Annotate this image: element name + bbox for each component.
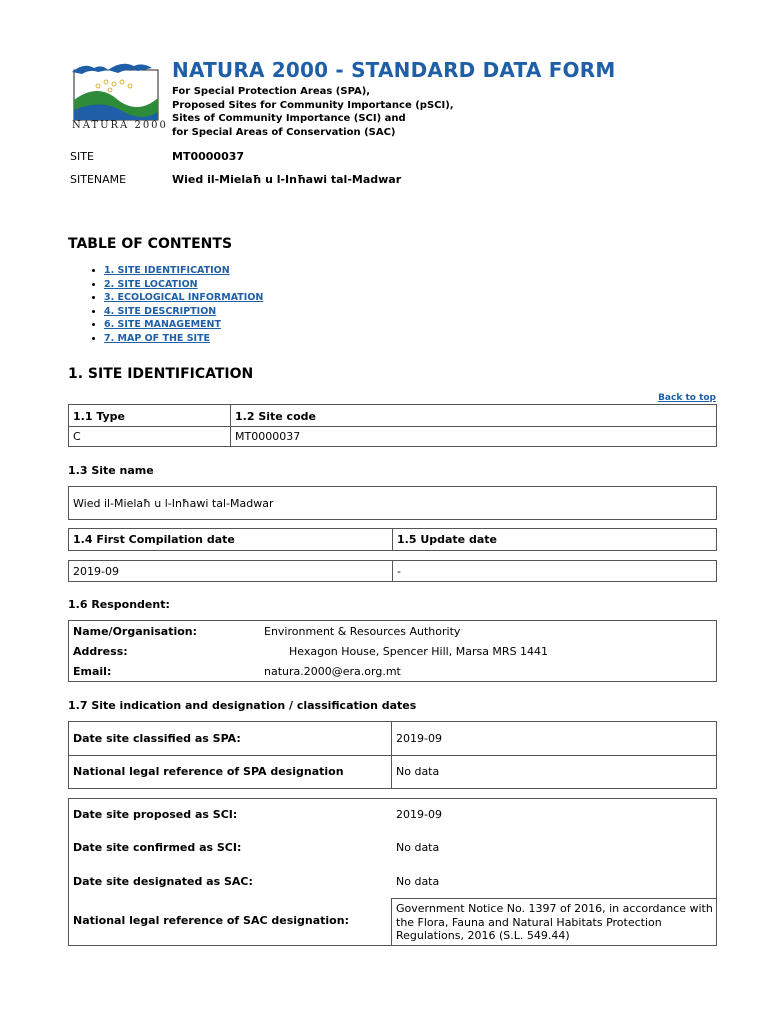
spa-classified-label: Date site classified as SPA: <box>73 732 241 745</box>
sitename-value: Wied il-Mielaħ u l-Inħawi tal-Madwar <box>172 173 402 186</box>
spa-legal-value: No data <box>396 765 440 778</box>
type-label: 1.1 Type <box>73 410 126 423</box>
first-compilation-value: 2019-09 <box>73 565 119 578</box>
toc-title: TABLE OF CONTENTS <box>68 236 233 252</box>
organisation-value: Environment & Resources Authority <box>264 625 461 638</box>
spa-classified-value: 2019-09 <box>396 732 442 745</box>
sac-legal-value: Government Notice No. 1397 of 2016, in accordance with the Flora, Fauna and Natural Habitats Protection Regulations, 2016 (S.L. 549.44) <box>396 902 713 942</box>
first-compilation-label: 1.4 First Compilation date <box>73 533 235 546</box>
organisation-label: Name/Organisation: <box>73 625 198 638</box>
address-value: Hexagon House, Spencer Hill, Marsa MRS 1441 <box>289 645 549 658</box>
subtitle-line: Proposed Sites for Community Importance (pSCI), <box>172 99 454 111</box>
table-divider <box>392 528 393 551</box>
toc-link-site-location[interactable]: 2. SITE LOCATION <box>104 278 198 290</box>
toc-link-site-management[interactable]: 6. SITE MANAGEMENT <box>104 319 221 330</box>
sac-designated-value: No data <box>396 875 440 888</box>
sitename-label: SITENAME <box>70 173 127 186</box>
table-divider <box>391 898 392 946</box>
toc-link-site-description[interactable]: 4. SITE DESCRIPTION <box>104 305 217 317</box>
section-title-site-identification: 1. SITE IDENTIFICATION <box>68 366 254 382</box>
toc-item <box>104 264 263 278</box>
table-divider <box>391 898 717 899</box>
natura-2000-logo <box>68 60 168 136</box>
toc-item <box>104 318 263 332</box>
designation-heading: 1.7 Site indication and designation / classification dates <box>68 699 417 712</box>
update-date-value: - <box>397 565 401 578</box>
toc-link-site-identification[interactable]: 1. SITE IDENTIFICATION <box>104 265 230 276</box>
table-divider <box>68 755 717 756</box>
email-label: Email: <box>73 665 112 678</box>
subtitle-line: Sites of Community Importance (SCI) and <box>172 113 406 124</box>
back-to-top-link[interactable]: Back to top <box>658 393 716 403</box>
toc-link-map-of-site[interactable]: 7. MAP OF THE SITE <box>104 332 211 344</box>
site-name-value: Wied il-Mielaħ u l-Inħawi tal-Madwar <box>73 497 274 510</box>
toc-item <box>104 332 263 346</box>
spa-legal-label: National legal reference of SPA designation <box>73 765 344 778</box>
table-divider <box>392 560 393 582</box>
site-name-heading: 1.3 Site name <box>68 464 154 477</box>
sci-confirmed-label: Date site confirmed as SCI: <box>73 841 242 854</box>
subtitle-line: For Special Protection Areas (SPA), <box>172 86 371 97</box>
sac-legal-label: National legal reference of SAC designation: <box>73 914 349 927</box>
page-title: NATURA 2000 - STANDARD DATA FORM <box>172 58 616 82</box>
toc-item <box>104 278 263 292</box>
form-subtitle <box>172 85 454 139</box>
logo-text: NATURA 2000 <box>72 120 168 131</box>
table-divider <box>68 426 717 427</box>
toc-list <box>84 264 263 345</box>
sci-proposed-label: Date site proposed as SCI: <box>73 808 238 821</box>
site-label: SITE <box>70 150 94 163</box>
sci-proposed-value: 2019-09 <box>396 808 442 821</box>
toc-item <box>104 305 263 319</box>
site-code-value: MT0000037 <box>172 150 245 163</box>
toc-link-ecological-information[interactable]: 3. ECOLOGICAL INFORMATION <box>104 292 264 303</box>
subtitle-line: for Special Areas of Conservation (SAC) <box>172 126 396 138</box>
update-date-label: 1.5 Update date <box>397 533 497 546</box>
address-label: Address: <box>73 645 128 658</box>
email-value: natura.2000@era.org.mt <box>264 665 401 678</box>
site-code-cell-value: MT0000037 <box>235 430 301 443</box>
type-value: C <box>73 430 81 443</box>
respondent-heading: 1.6 Respondent: <box>68 598 170 611</box>
sci-confirmed-value: No data <box>396 841 440 854</box>
sac-designated-label: Date site designated as SAC: <box>73 875 253 888</box>
toc-item <box>104 291 263 305</box>
site-code-label: 1.2 Site code <box>235 410 316 423</box>
